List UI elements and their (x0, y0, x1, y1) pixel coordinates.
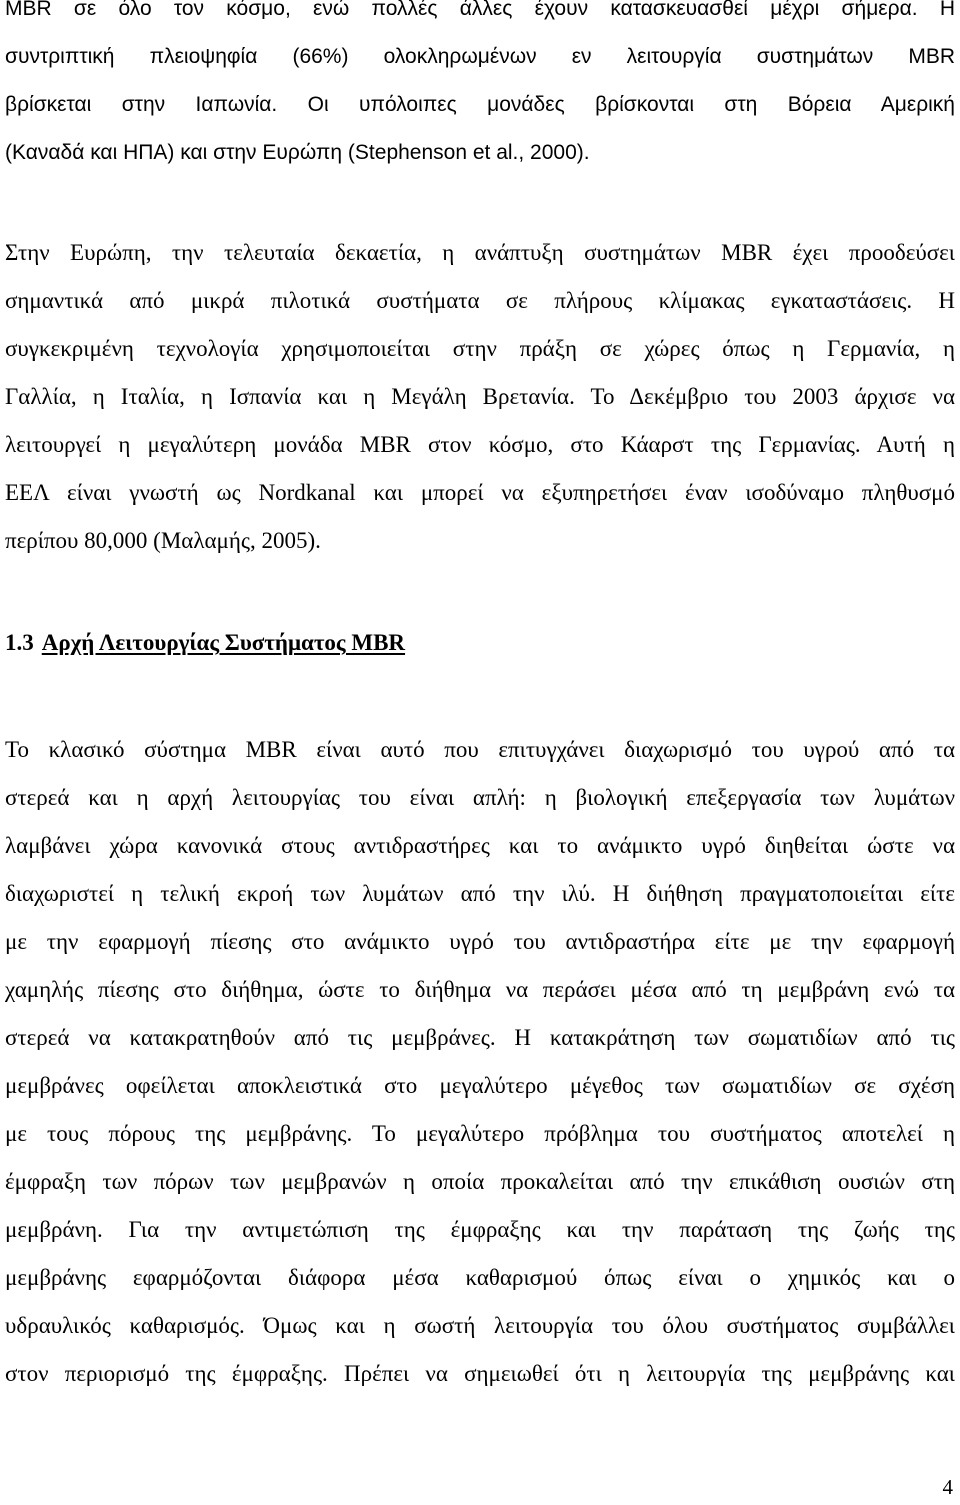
paragraph-2-line-7: περίπου 80,000 (Μαλαμής, 2005). (5, 528, 321, 553)
paragraph-3-line-13: υδραυλικός καθαρισμός. Όμως και η σωστή λειτουργία του όλου συστήματος συμβάλλει (5, 1313, 955, 1338)
paragraph-3-line-9: με τους πόρους της μεμβράνης. Το μεγαλύτερο πρόβλημα του συστήματος αποτελεί η (5, 1121, 955, 1146)
paragraph-3-line-8: μεμβράνες οφείλεται αποκλειστικά στο μεγαλύτερο μέγεθος των σωματιδίων σε σχέση (5, 1073, 955, 1098)
paragraph-2-line-1: Στην Ευρώπη, την τελευταία δεκαετία, η ανάπτυξη συστημάτων MBR έχει προοδεύσει (5, 240, 955, 265)
paragraph-3-line-14: στον περιορισμό της έμφραξης. Πρέπει να σημειωθεί ότι η λειτουργία της μεμβράνης και (5, 1361, 955, 1386)
paragraph-3-line-12: μεμβράνης εφαρμόζονται διάφορα μέσα καθαρισμού όπως είναι ο χημικός και ο (5, 1265, 955, 1290)
paragraph-1-line-4: (Καναδά και ΗΠΑ) και στην Ευρώπη (Stephenson et al., 2000). (5, 141, 590, 164)
paragraph-2-line-6: ΕΕΛ είναι γνωστή ως Nordkanal και μπορεί να εξυπηρετήσει έναν ισοδύναμο πληθυσμό (5, 480, 955, 505)
paragraph-3-line-2: στερεά και η αρχή λειτουργίας του είναι απλή: η βιολογική επεξεργασία των λυμάτων (5, 785, 955, 810)
paragraph-3-line-1: Το κλασικό σύστημα MBR είναι αυτό που επιτυγχάνει διαχωρισμό του υγρού από τα (5, 737, 955, 762)
paragraph-2-line-3: συγκεκριμένη τεχνολογία χρησιμοποιείται στην πράξη σε χώρες όπως η Γερμανία, η (5, 336, 955, 361)
paragraph-3-line-4: διαχωριστεί η τελική εκροή των λυμάτων από την ιλύ. Η διήθηση πραγματοποιείται είτε (5, 881, 955, 906)
paragraph-1-line-3: βρίσκεται στην Ιαπωνία. Οι υπόλοιπες μονάδες βρίσκονται στη Βόρεια Αμερική (5, 93, 955, 116)
section-title: Αρχή Λειτουργίας Συστήματος MBR (41, 630, 406, 655)
paragraph-3-line-7: στερεά να κατακρατηθούν από τις μεμβράνες. Η κατακράτηση των σωματιδίων από τις (5, 1025, 955, 1050)
section-heading (5, 628, 405, 658)
paragraph-2-line-5: λειτουργεί η μεγαλύτερη μονάδα MBR στον κόσμο, στο Κάαρστ της Γερμανίας. Αυτή η (5, 432, 955, 457)
paragraph-1-line-2: συντριπτική πλειοψηφία (66%) ολοκληρωμένων εν λειτουργία συστημάτων MBR (5, 45, 955, 68)
paragraph-3-line-11: μεμβράνη. Για την αντιμετώπιση της έμφραξης και την παράταση της ζωής της (5, 1217, 955, 1242)
paragraph-2-line-2: σημαντικά από μικρά πιλοτικά συστήματα σε πλήρους κλίμακας εγκαταστάσεις. Η (5, 288, 955, 313)
paragraph-3-line-6: χαμηλής πίεσης στο διήθημα, ώστε το διήθημα να περάσει μέσα από τη μεμβράνη ενώ τα (5, 977, 955, 1002)
paragraph-2-line-4: Γαλλία, η Ιταλία, η Ισπανία και η Μεγάλη Βρετανία. Το Δεκέμβριο του 2003 άρχισε να (5, 384, 955, 409)
section-number: 1.3 (5, 630, 34, 655)
paragraph-3-line-10: έμφραξη των πόρων των μεμβρανών η οποία προκαλείται από την επικάθιση ουσιών στη (5, 1169, 955, 1194)
document-page (5, 0, 955, 1505)
paragraph-3-line-5: με την εφαρμογή πίεσης στο ανάμικτο υγρό του αντιδραστήρα είτε με την εφαρμογή (5, 929, 955, 954)
paragraph-3-line-3: λαμβάνει χώρα κανονικά στους αντιδραστήρες και το ανάμικτο υγρό διηθείται ώστε να (5, 833, 955, 858)
page-number: 4 (942, 1475, 953, 1499)
paragraph-1-line-1: MBR σε όλο τον κόσμο, ενώ πολλές άλλες έχουν κατασκευασθεί μέχρι σήμερα. Η (5, 0, 955, 20)
